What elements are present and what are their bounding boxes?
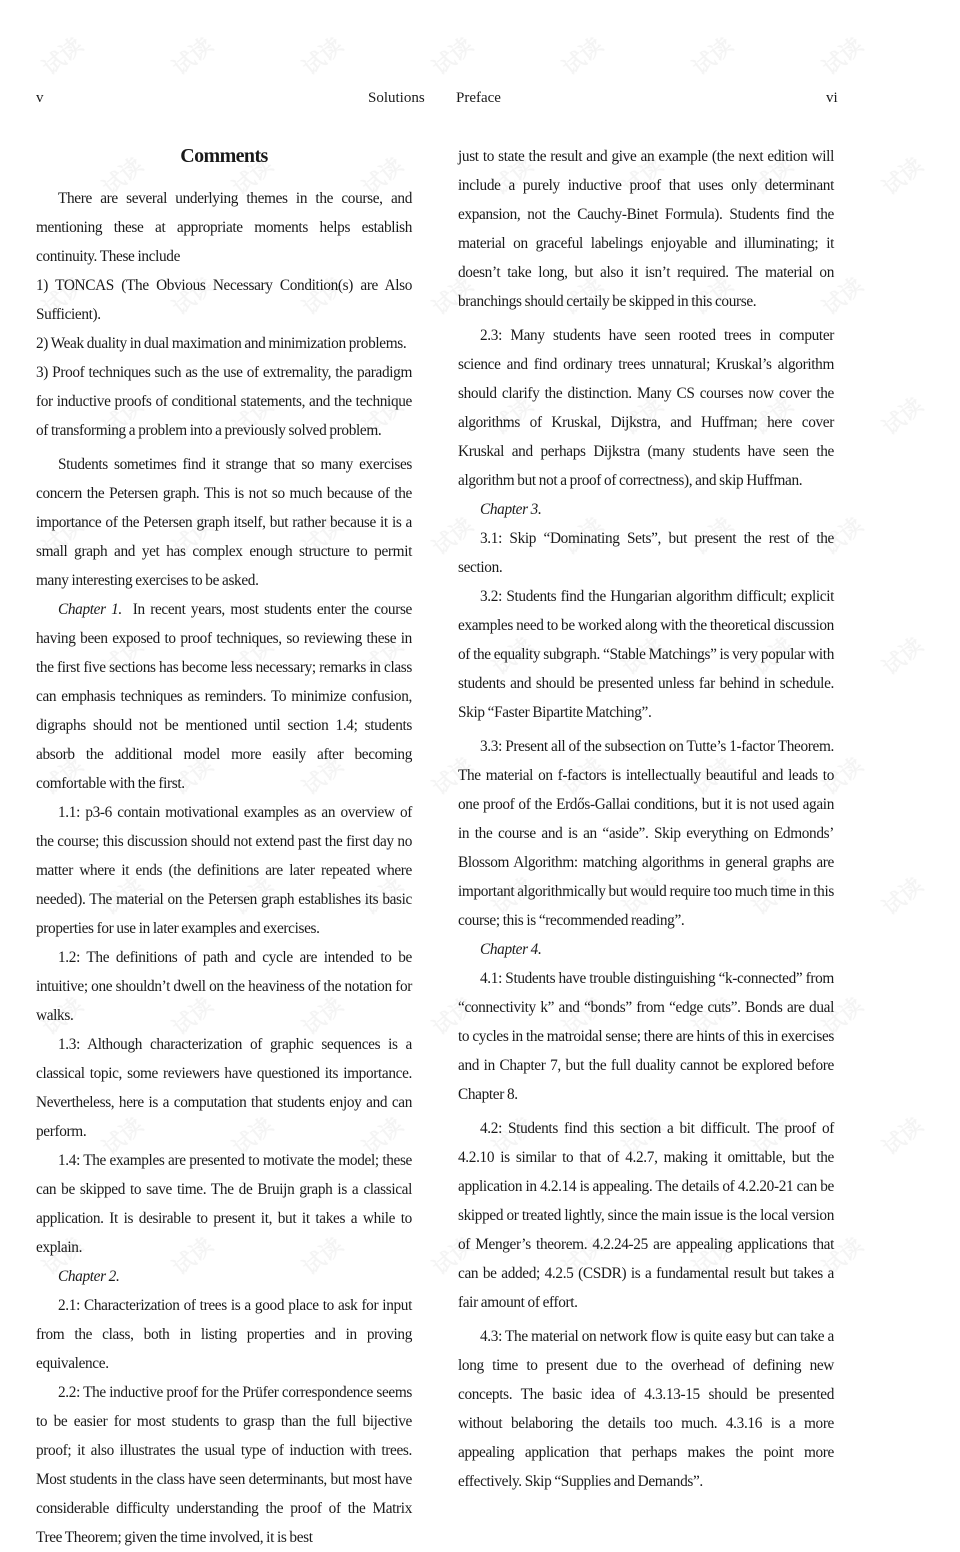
right-page: [446, 0, 960, 1490]
petersen-paragraph: Students sometimes find it strange that so many exercises concern the Petersen graph. This is not so much because of the importance of the Petersen graph itself, but rather because it is a small graph and yet has complex enough structure to permit many interesting exercises to be asked.: [36, 456, 412, 589]
chapter-1-paragraph: [36, 595, 412, 798]
chapter-2-item: 2.3: Many students have seen rooted trees in computer science and find ordinary trees unnatural; Kruskal’s algorithm should clarify the distinction. Many CS courses now cover the algorithms of Kruskal, Dijkstra, and Huffman; here cover Kruskal and perhaps Dijkstra (many students have seen the algorithm but not a proof of correctness), and skip Huffman.: [458, 327, 834, 489]
theme-item-2: 2) Weak duality in dual maximation and minimization problems.: [36, 335, 407, 352]
chapter-3-item: 3.2: Students find the Hungarian algorithm difficult; explicit examples need to be worked along with the theoretical discussion of the equality subgraph. “Stable Matchings” is very popular with students and should be presented unless far behind in schedule. Skip “Faster Bipartite Matching”.: [458, 588, 834, 721]
chapter-1-intro: In recent years, most students enter the course having been exposed to proof techniques, so reviewing these in the first five sections has become less necessary; remarks in class can emphasis techniques as reminders. To minimize confusion, digraphs should not be mentioned until section 1.4; students absorb the additional model more easily after becoming comfortable with the first.: [36, 601, 412, 792]
chapter-1-item: 1.2: The definitions of path and cycle are intended to be intuitive; one shouldn’t dwell on the heaviness of the notation for walks.: [36, 949, 412, 1024]
theme-item-3: 3) Proof techniques such as the use of extremality, the paradigm for inductive proofs of conditional statements, and the technique of transforming a problem into a previously solved problem.: [36, 364, 412, 439]
chapter-2-item: 2.2: The inductive proof for the Prüfer correspondence seems to be easier for most students to grasp than the full bijective proof; it also illustrates the usual type of induction with trees. Most students in the class have seen determinants, but most have considerable difficulty understanding the proof of the Matrix Tree Theorem; given the time involved, it is best: [36, 1384, 412, 1546]
left-page: [0, 0, 446, 1546]
chapter-1-item: 1.4: The examples are presented to motivate the model; these can be skipped to save time. The de Bruijn graph is a classical application. It is desirable to present it, but it takes a while to explain.: [36, 1152, 412, 1256]
section-heading: Comments: [180, 145, 268, 167]
chapter-4-item: 4.1: Students have trouble distinguishing “k-connected” from “connectivity k” and “bonds” from “edge cuts”. Bonds are dual to cycles in the matroidal sense; there are hints of this in exercises and in Chapter 7, but the full duality cannot be explored before Chapter 8.: [458, 970, 834, 1103]
chapter-4-item: 4.2: Students find this section a bit difficult. The proof of 4.2.10 is similar to that of 4.2.7, making it omittable, but the application in 4.2.14 is appealing. The details of 4.2.20-21 can be skipped or treated lightly, since the main issue is the local version of Menger’s theorem. 4.2.24-25 are appealing applications that can be added; 4.2.5 (CSDR) is a fundamental result but takes a fair amount of effort.: [458, 1120, 834, 1311]
continued-paragraph: just to state the result and give an example (the next edition will include a purely inductive proof that uses only determinant expansion, not the Cauchy-Binet Formula). Students find the material on graceful labelings enjoyable and illuminating; it doesn’t take long, but also it isn’t required. The material on branchings should certaily be skipped in this course.: [458, 148, 834, 310]
chapter-4-item: 4.3: The material on network flow is quite easy but can take a long time to present due to the overhead of defining new concepts. The basic idea of 4.3.13-15 should be presented without belaboring the details too much. 4.3.16 is a more appealing application that perhaps makes the point more effectively. Skip “Supplies and Demands”.: [458, 1328, 834, 1490]
chapter-1-label: Chapter 1.: [58, 601, 122, 618]
page-number-left: v: [36, 90, 44, 106]
running-head-left: Solutions: [368, 90, 425, 106]
chapter-3-item: 3.1: Skip “Dominating Sets”, but present the rest of the section.: [458, 530, 834, 576]
chapter-1-item: 1.1: p3-6 contain motivational examples as an overview of the course; this discussion should not extend past the first day no matter where it ends (the definitions are later repeated where needed). The material on the Petersen graph establishes its basic properties for use in later examples and exercises.: [36, 804, 412, 937]
theme-item-1: 1) TONCAS (The Obvious Necessary Condition(s) are Also Sufficient).: [36, 277, 412, 323]
intro-paragraph: There are several underlying themes in the course, and mentioning these at appropriate moments helps establish continuity. These include: [36, 190, 412, 265]
left-column: [36, 138, 412, 1552]
page-number-right: vi: [826, 90, 838, 106]
chapter-4-label: Chapter 4.: [480, 941, 542, 958]
chapter-2-item: 2.1: Characterization of trees is a good place to ask for input from the class, both in listing properties and in proving equivalence.: [36, 1297, 412, 1372]
chapter-3-item: 3.3: Present all of the subsection on Tutte’s 1-factor Theorem. The material on f-factors is intellectually beautiful and leads to one proof of the Erdős-Gallai conditions, but it is not used again in the course and is an “aside”. Skip everything on Edmonds’ Blossom Algorithm: matching algorithms in general graphs are important algorithmically but would require too much time in this course; this is “recommended reading”.: [458, 738, 834, 929]
chapter-2-label: Chapter 2.: [58, 1268, 120, 1285]
chapter-1-item: 1.3: Although characterization of graphic sequences is a classical topic, some reviewers have questioned its importance. Nevertheless, here is a computation that students enjoy and can perform.: [36, 1036, 412, 1140]
chapter-3-label: Chapter 3.: [480, 501, 542, 518]
running-head-right: Preface: [456, 90, 501, 106]
right-column: [458, 142, 834, 1496]
